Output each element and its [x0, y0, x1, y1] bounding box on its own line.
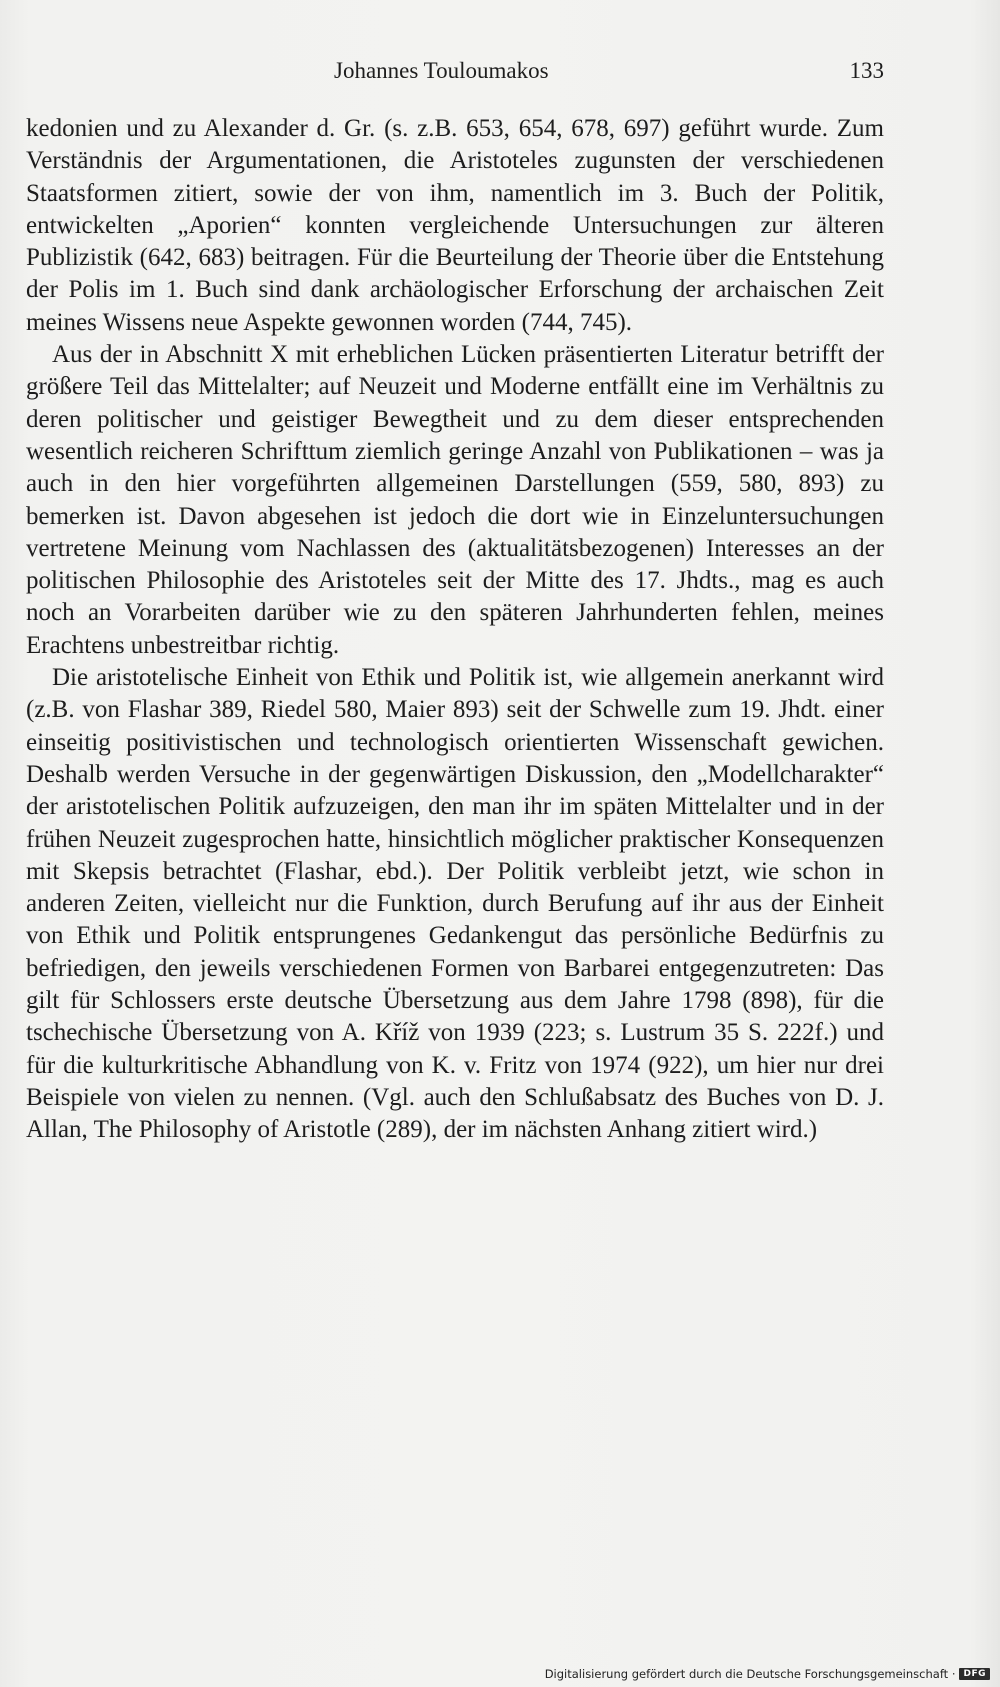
paragraph-3: Die aristotelische Einheit von Ethik und Politik ist, wie allgemein anerkannt wird (z.B. von Flashar 389, Riedel 580, Maier 893) seit der Schwelle zum 19. Jhdt. einer einseitig positivistischen und technologisch orientierten Wissenschaft gewichen. Deshalb werden Versuche in der gegenwärtigen Diskussion, den „Modellcharakter“ der aristotelischen Politik aufzuzeigen, den man ihr im späten Mittelalter und in der frühen Neuzeit zugesprochen hatte, hinsichtlich möglicher praktischer Konsequenzen mit Skepsis betrachtet (Flashar, ebd.). Der Politik verbleibt jetzt, wie schon in anderen Zeiten, vielleicht nur die Funktion, durch Berufung auf ihr aus der Einheit von Ethik und Politik entsprungenes Gedankengut das persönliche Bedürfnis zu befriedigen, den jeweils verschiedenen Formen von Barbarei entgegenzutreten: Das gilt für Schlossers erste deutsche Übersetzung aus dem Jahre 1798 (898), für die tschechische Übersetzung von A. Kříž von 1939 (223; s. Lustrum 35 S. 222f.) und für die kulturkritische Abhandlung von K. v. Fritz von 1974 (922), um hier nur drei Beispiele von vielen zu nennen. (Vgl. auch den Schlußabsatz des Buches von D. J. Allan, The Philosophy of Aristotle (289), der im nächsten Anhang zitiert wird.): [26, 664, 884, 1144]
page-header: [26, 52, 884, 88]
page-number: 133: [849, 58, 884, 83]
footer-credit: Digitalisierung gefördert durch die Deutsche Forschungsgemeinschaft ·: [544, 1667, 956, 1681]
digitization-footer: [545, 1667, 990, 1681]
running-head: Johannes Touloumakos: [334, 58, 549, 83]
paragraph-1: kedonien und zu Alexander d. Gr. (s. z.B. 653, 654, 678, 697) geführt wurde. Zum Verständnis der Argumentationen, die Aristoteles zugunsten der verschiedenen Staatsformen zitiert, sowie der von ihm, namentlich im 3. Buch der Politik, entwickelten „Aporien“ konnten vergleichende Untersuchungen zur älteren Publizistik (642, 683) beitragen. Für die Beurteilung der Theorie über die Entstehung der Polis im 1. Buch sind dank archäologischer Erforschung der archaischen Zeit meines Wissens neue Aspekte gewonnen worden (744, 745).: [26, 115, 884, 336]
body-text: [26, 113, 884, 1147]
paragraph-2: Aus der in Abschnitt X mit erheblichen Lücken präsentierten Literatur betrifft der größere Teil das Mittelalter; auf Neuzeit und Moderne entfällt eine im Verhältnis zu deren politischer und geistiger Bewegtheit und zu dem dieser entsprechenden wesentlich reicheren Schrifttum ziemlich geringe Anzahl von Publikationen – was ja auch in den hier vorgeführten allgemeinen Darstellungen (559, 580, 893) zu bemerken ist. Davon abgesehen ist jedoch die dort wie in Einzeluntersuchungen vertretene Meinung vom Nachlassen des (aktualitätsbezogenen) Interesses an der politischen Philosophie des Aristoteles seit der Mitte des 17. Jhdts., mag es auch noch an Vorarbeiten darüber wie zu den späteren Jahrhunderten fehlen, meines Erachtens unbestreitbar richtig.: [26, 341, 884, 659]
dfg-logo-icon: DFG: [959, 1668, 990, 1680]
